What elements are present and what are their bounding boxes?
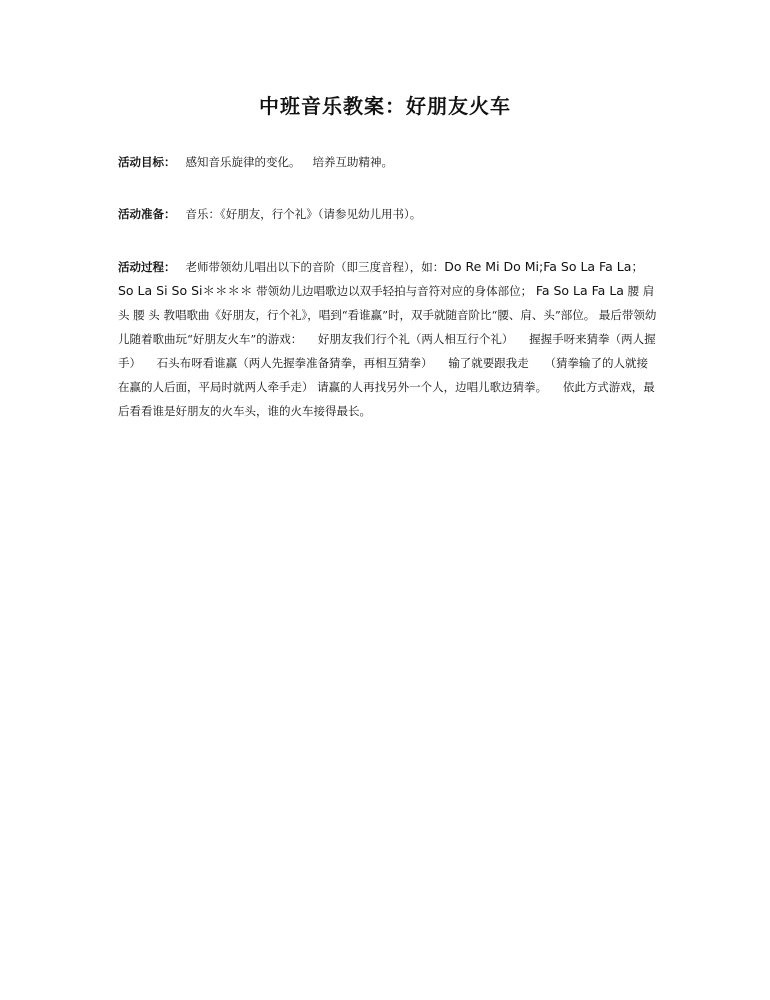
activity-process-paragraph bbox=[118, 255, 658, 423]
process-label: 活动过程： bbox=[118, 260, 176, 274]
process-step-2: 带领幼儿边唱歌边以双手轻拍与音符对应的身体部位； bbox=[256, 284, 533, 298]
goal-text-2: 培养互助精神。 bbox=[312, 155, 393, 169]
goal-text-1: 感知音乐旋律的变化。 bbox=[185, 155, 301, 169]
activity-prep-paragraph bbox=[118, 202, 658, 226]
process-step-6: 依此方式游戏，最后看看谁是好朋友的火车头，谁的火车接得最长。 bbox=[118, 380, 655, 418]
activity-goal-paragraph bbox=[118, 150, 658, 174]
goal-label: 活动目标： bbox=[118, 155, 176, 169]
scale-notes-1: Do Re Mi Do Mi;Fa So La Fa La；So La Si So Si＊＊＊＊ bbox=[118, 259, 644, 298]
process-step-5: 请赢的人再找另外一个人，边唱儿歌边猜拳。 bbox=[317, 380, 548, 394]
lyric-line-3: 石头布呀看谁赢（两人先握拳准备猜拳，再相互猜拳） bbox=[156, 356, 433, 370]
lyric-line-1: 好朋友我们行个礼（两人相互行个礼） bbox=[317, 332, 514, 346]
lyric-line-4-note: （猜拳输了的人就接在赢的人后面，平局时就两人牵手走） bbox=[118, 356, 648, 394]
page-title: 中班音乐教案：好朋友火车 bbox=[259, 94, 511, 118]
process-step-1: 老师带领幼儿唱出以下的音阶（即三度音程），如： bbox=[185, 260, 445, 274]
lyric-line-4: 输了就要跟我走 bbox=[448, 356, 529, 370]
scale-notes-2: Fa So La Fa La bbox=[535, 283, 624, 298]
lyric-line-2: 握握手呀来猜拳（两人握手） bbox=[118, 332, 656, 370]
process-step-4: 最后带领幼儿随着歌曲玩“好朋友火车”的游戏： bbox=[118, 308, 657, 346]
prep-label: 活动准备： bbox=[118, 207, 176, 221]
process-step-3: 腰 肩 头 腰 头 教唱歌曲《好朋友，行个礼》，唱到“看谁赢”时，双手就随音阶比“腰、肩、头”部位。 bbox=[118, 284, 655, 322]
prep-text: 音乐：《好朋友，行个礼》（请参见幼儿用书）。 bbox=[185, 207, 422, 221]
